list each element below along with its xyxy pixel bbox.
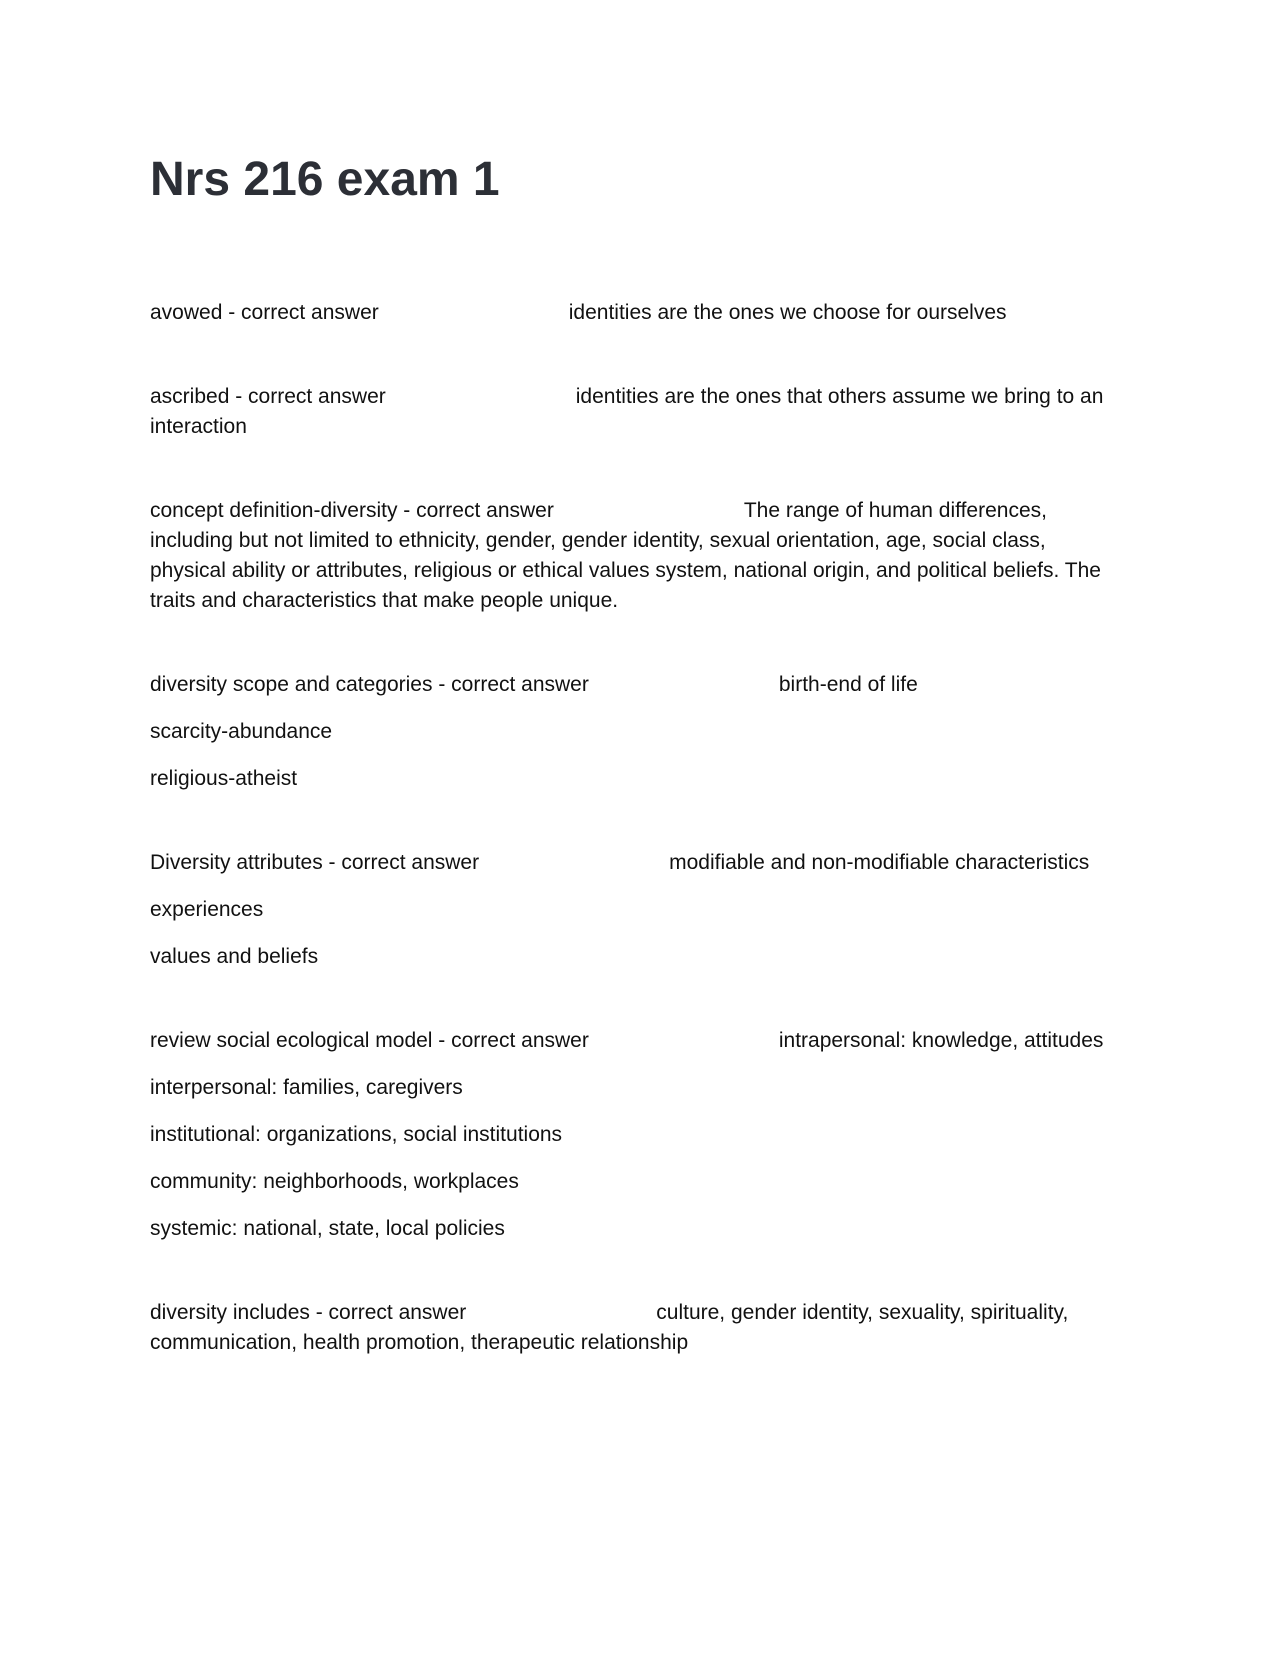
entry-definition: identities are the ones we choose for ourselves	[568, 301, 1007, 324]
flashcard-entry	[150, 1298, 1120, 1358]
entry-first-line	[150, 1026, 1120, 1056]
entry-definition: birth-end of life	[778, 673, 918, 696]
entry-term: diversity includes - correct answer	[150, 1301, 467, 1324]
flashcard-entry	[150, 1026, 1120, 1244]
entry-first-line	[150, 496, 1120, 616]
flashcard-entry	[150, 298, 1120, 328]
entry-first-line	[150, 1298, 1120, 1358]
entry-term: review social ecological model - correct answer	[150, 1029, 589, 1052]
page-title: Nrs 216 exam 1	[150, 153, 500, 206]
entry-definition: culture, gender identity, sexuality, spirituality, communication, health promotion, therapeutic relationship	[150, 1301, 1069, 1354]
entry-term: ascribed - correct answer	[150, 385, 386, 408]
entry-definition-line: religious-atheist	[150, 767, 298, 790]
flashcard-entry	[150, 670, 1120, 794]
entry-definition: identities are the ones that others assume we bring to an interaction	[150, 385, 1104, 438]
entry-term: concept definition-diversity - correct answer	[150, 499, 554, 522]
entry-first-line	[150, 848, 1120, 878]
entry-definition-line: interpersonal: families, caregivers	[150, 1076, 463, 1099]
flashcard-entry	[150, 382, 1120, 442]
entry-definition-line: systemic: national, state, local policies	[150, 1217, 505, 1240]
entry-definition-line: experiences	[150, 898, 264, 921]
entry-definition-line: community: neighborhoods, workplaces	[150, 1170, 519, 1193]
entry-first-line	[150, 382, 1120, 442]
flashcard-entry	[150, 848, 1120, 972]
entry-term: diversity scope and categories - correct answer	[150, 673, 589, 696]
entry-definition: intrapersonal: knowledge, attitudes	[778, 1029, 1104, 1052]
entry-definition: The range of human differences, including but not limited to ethnicity, gender, gender identity, sexual orientation, age, social class, physical ability or attributes, religious or ethical values system, national origin, and political beliefs. The traits and characteristics that make people unique.	[150, 499, 1101, 612]
entry-first-line	[150, 670, 1120, 700]
flashcard-list	[150, 298, 1120, 1412]
entry-definition-line: values and beliefs	[150, 945, 319, 968]
entry-definition: modifiable and non-modifiable characteristics	[669, 851, 1090, 874]
entry-term: avowed - correct answer	[150, 301, 379, 324]
entry-definition-line: scarcity-abundance	[150, 720, 333, 743]
entry-definition-line: institutional: organizations, social institutions	[150, 1123, 563, 1146]
entry-term: Diversity attributes - correct answer	[150, 851, 480, 874]
flashcard-entry	[150, 496, 1120, 616]
entry-first-line	[150, 298, 1120, 328]
